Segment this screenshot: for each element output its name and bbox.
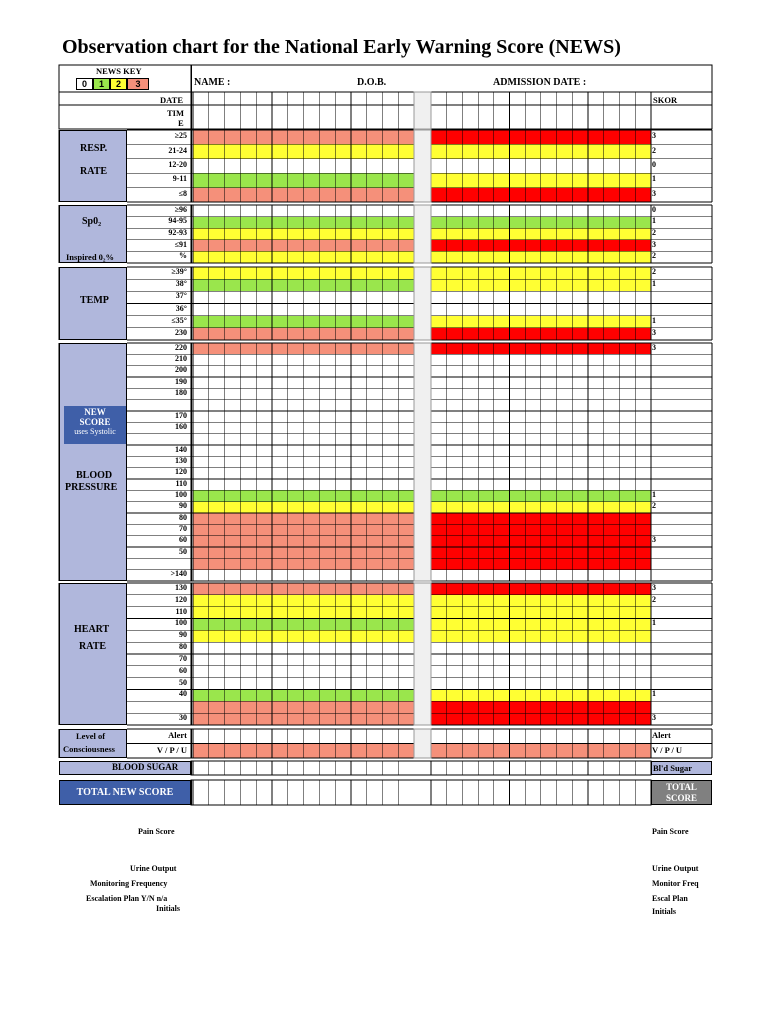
bp-row-left-fill [193, 434, 414, 445]
hr-row-right-fill [431, 666, 651, 678]
spo2-row-left-fill [193, 228, 414, 240]
hr-row-label: 80 [179, 642, 187, 652]
hr-row-right-fill [431, 713, 651, 725]
hr-row-score: 2 [652, 594, 656, 604]
header-border [59, 65, 712, 129]
resp-row-right-fill [431, 130, 651, 144]
footer-right-escal: Escal Plan [652, 894, 688, 903]
bp-row-right-fill [431, 479, 651, 490]
spo2-row-right-fill [431, 251, 651, 263]
bp-row-right-fill [431, 411, 651, 422]
loc-row-left-fill [193, 744, 414, 759]
total-score-right-box [651, 780, 712, 805]
temp-row-right-fill [431, 328, 651, 340]
bp-label-2: PRESSURE [65, 482, 118, 493]
date-label: DATE [160, 95, 183, 105]
hr-row-right-fill [431, 607, 651, 619]
resp-row-score: 3 [652, 131, 656, 141]
bp-row-label: 220 [175, 342, 187, 352]
spo2-row-right-fill [431, 240, 651, 252]
temp-row-score: 2 [652, 267, 656, 277]
bp-row-left-fill [193, 547, 414, 558]
resp-row-left-fill [193, 144, 414, 158]
bp-row-right-fill [431, 388, 651, 399]
hr-row-left-fill [193, 595, 414, 607]
bp-row-left-fill [193, 377, 414, 388]
bp-row-right-fill [431, 524, 651, 535]
resp-row-score: 0 [652, 160, 656, 169]
footer-right-initials: Initials [652, 907, 677, 916]
hr-row-left-fill [193, 713, 414, 725]
bp-row-label: 130 [175, 456, 187, 465]
bp-row-label: >140 [170, 569, 187, 579]
hr-row-right-fill [431, 595, 651, 607]
temp-row-right-fill [431, 279, 651, 291]
bp-row-score: 1 [652, 490, 656, 499]
loc-row-score: Alert [652, 730, 671, 741]
page-title: Observation chart for the National Early Warning Score (NEWS) [62, 36, 621, 58]
hr-row-left-fill [193, 666, 414, 678]
hr-panel [59, 583, 127, 725]
total-news-score-box: TOTAL NEW SCORE [59, 780, 191, 805]
temp-row-right-fill [431, 291, 651, 303]
total-right-line1: TOTAL [666, 782, 697, 792]
news-key-cell-3: 3 [127, 78, 149, 90]
blood-sugar-row-border [191, 761, 651, 775]
news-key-cell-2: 2 [110, 78, 127, 90]
bp-row-right-fill [431, 558, 651, 569]
temp-row-score: 1 [652, 279, 656, 289]
blood-sugar-label: BLOOD SUGAR [112, 762, 179, 772]
bp-row-right-fill [431, 343, 651, 354]
temp-row-score: 1 [652, 315, 656, 325]
bp-row-left-fill [193, 502, 414, 513]
hr-row-right-fill [431, 619, 651, 631]
bp-row-right-fill [431, 366, 651, 377]
bp-row-label: 170 [175, 410, 187, 420]
bp-panel [59, 343, 127, 581]
spo2-gap-column [414, 205, 431, 263]
bp-row-right-fill [431, 536, 651, 547]
bp-row-left-fill [193, 400, 414, 411]
hr-row-left-fill [193, 619, 414, 631]
hr-row-left-fill [193, 642, 414, 654]
temp-row-left-fill [193, 267, 414, 279]
hr-row-label: 70 [179, 653, 187, 663]
spo2-row-left-fill [193, 205, 414, 217]
hr-row-label: 110 [175, 606, 187, 616]
spo2-row-label: 92-93 [168, 228, 187, 237]
bp-row-left-fill [193, 558, 414, 569]
resp-row-score: 3 [652, 188, 656, 198]
temp-row-label: 230 [175, 327, 187, 337]
resp-row-right-fill [431, 188, 651, 202]
bp-row-left-fill [193, 411, 414, 422]
loc-row-right-fill [431, 744, 651, 759]
hr-row-score: 1 [652, 689, 656, 699]
bp-row-left-fill [193, 513, 414, 524]
bp-row-score: 2 [652, 501, 656, 511]
bp-row-right-fill [431, 377, 651, 388]
header-gap-column [414, 92, 431, 129]
spo2-row-left-fill [193, 251, 414, 263]
bp-row-left-fill [193, 343, 414, 354]
hr-row-label: 50 [179, 677, 187, 687]
bp-row-label: 210 [175, 354, 187, 363]
loc-label-2: Consciousness [63, 744, 115, 754]
bp-row-label: 90 [179, 501, 187, 511]
bp-row-score: 3 [652, 535, 656, 545]
bp-row-left-fill [193, 445, 414, 456]
footer-left-initials: Initials [156, 904, 181, 913]
admission-date-label: ADMISSION DATE : [493, 77, 587, 88]
footer-right-pain: Pain Score [652, 827, 689, 836]
bp-row-label: 110 [175, 478, 187, 488]
spo2-row-left-fill [193, 240, 414, 252]
hr-row-score: 3 [652, 713, 656, 723]
hr-row-left-fill [193, 678, 414, 690]
dob-label: D.O.B. [357, 77, 387, 88]
temp-row-right-fill [431, 267, 651, 279]
spo2-row-right-fill [431, 217, 651, 229]
temp-label: TEMP [80, 295, 109, 306]
temp-row-label: ≤35° [171, 315, 187, 325]
bp-row-right-fill [431, 354, 651, 365]
spo2-row-label: % [179, 251, 187, 261]
bld-sugar-right-label: Bl'd Sugar [653, 763, 692, 773]
bp-row-right-fill [431, 400, 651, 411]
time-label-2: E [178, 118, 184, 128]
spo2-label: Sp0₂ [82, 216, 102, 227]
hr-row-left-fill [193, 690, 414, 702]
resp-row-score: 2 [652, 145, 656, 155]
temp-row-left-fill [193, 328, 414, 340]
bp-row-left-fill [193, 524, 414, 535]
bp-label-1: BLOOD [76, 470, 113, 481]
hr-gap-column [414, 583, 431, 725]
loc-gap-column [414, 729, 431, 758]
hr-row-label: 100 [175, 618, 187, 628]
bp-row-right-fill [431, 468, 651, 479]
bp-row-label: 160 [175, 422, 187, 431]
footer-left-escal: Escalation Plan Y/N n/a [86, 894, 168, 903]
resp-row-left-fill [193, 130, 414, 144]
bp-row-right-fill [431, 547, 651, 558]
bp-row-label: 60 [179, 535, 187, 545]
hr-row-right-fill [431, 642, 651, 654]
bp-row-label: 100 [175, 490, 187, 499]
footer-right-urine: Urine Output [652, 864, 699, 873]
resp-row-score: 1 [652, 174, 656, 184]
bp-gap-column [414, 343, 431, 581]
temp-row-label: 38° [175, 279, 187, 289]
hr-row-label: 90 [179, 630, 187, 640]
bp-row-left-fill [193, 422, 414, 433]
loc-row-score: V / P / U [652, 744, 683, 755]
spo2-row-left-fill [193, 217, 414, 229]
temp-row-right-fill [431, 304, 651, 316]
resp-gap-column [414, 130, 431, 202]
hr-row-score: 3 [652, 582, 656, 592]
hr-row-label: 120 [175, 594, 187, 604]
bp-row-score: 3 [652, 342, 656, 352]
spo2-row-label: ≥96 [174, 204, 187, 214]
news-score-line3: uses Systolic [74, 427, 116, 436]
spo2-row-label: ≤91 [174, 239, 187, 249]
temp-row-left-fill [193, 279, 414, 291]
total-right-line2: SCORE [665, 793, 697, 803]
bp-row-left-fill [193, 354, 414, 365]
temp-gap-column [414, 267, 431, 340]
loc-row-right-fill [431, 729, 651, 744]
resp-row-label: ≤8 [178, 188, 187, 198]
time-label-1: TIM [167, 108, 184, 118]
bp-row-label: 190 [175, 376, 187, 386]
resp-row-left-fill [193, 188, 414, 202]
spo2-row-right-fill [431, 228, 651, 240]
spo2-row-score: 1 [652, 216, 656, 226]
hr-row-right-fill [431, 654, 651, 666]
news-key-label: NEWS KEY [96, 66, 142, 76]
bp-row-right-fill [431, 513, 651, 524]
hr-row-right-fill [431, 583, 651, 595]
resp-row-left-fill [193, 159, 414, 173]
bp-row-label: 80 [179, 512, 187, 522]
resp-label-1: RESP. [80, 143, 108, 154]
bp-row-left-fill [193, 536, 414, 547]
footer-left-pain: Pain Score [138, 827, 175, 836]
inspired-o2-label: Inspired 0₂% [66, 252, 114, 262]
resp-row-right-fill [431, 159, 651, 173]
bp-row-left-fill [193, 570, 414, 581]
bp-row-label: 50 [179, 546, 187, 556]
resp-row-right-fill [431, 173, 651, 187]
hr-row-label: 30 [179, 713, 187, 723]
hr-row-label: 130 [175, 582, 187, 592]
hr-row-label: 60 [179, 665, 187, 675]
temp-row-label: 37° [175, 291, 187, 301]
total-row-border [191, 780, 651, 805]
hr-row-right-fill [431, 630, 651, 642]
bp-row-right-fill [431, 570, 651, 581]
news-key-cell-1: 1 [93, 78, 110, 90]
temp-row-right-fill [431, 316, 651, 328]
hr-row-left-fill [193, 607, 414, 619]
bp-row-right-fill [431, 445, 651, 456]
news-score-box [64, 406, 126, 444]
resp-row-label: ≥25 [174, 131, 187, 141]
bp-row-right-fill [431, 434, 651, 445]
temp-row-label: 36° [175, 303, 187, 313]
spo2-row-label: 94-95 [168, 216, 187, 226]
bp-row-label: 180 [175, 388, 187, 397]
loc-row-left-fill [193, 729, 414, 744]
hr-row-left-fill [193, 701, 414, 713]
resp-row-left-fill [193, 173, 414, 187]
bp-row-label: 200 [175, 365, 187, 375]
resp-row-label: 21-24 [168, 145, 187, 155]
loc-label-1: Level of [76, 731, 106, 741]
news-score-line1: NEW [84, 407, 106, 417]
hr-row-right-fill [431, 690, 651, 702]
temp-row-left-fill [193, 291, 414, 303]
bp-row-label: 140 [175, 444, 187, 454]
footer-left-urine: Urine Output [130, 864, 177, 873]
spo2-row-score: 2 [652, 251, 656, 261]
bp-row-right-fill [431, 456, 651, 467]
news-score-line2: SCORE [79, 417, 111, 427]
temp-row-label: ≥39° [171, 267, 187, 277]
temp-row-left-fill [193, 304, 414, 316]
spo2-row-score: 2 [652, 228, 656, 237]
bp-row-left-fill [193, 479, 414, 490]
spo2-row-score: 0 [652, 204, 656, 214]
hr-label-2: RATE [79, 641, 107, 652]
spo2-row-score: 3 [652, 239, 656, 249]
hr-row-left-fill [193, 630, 414, 642]
bp-row-label: 120 [175, 467, 187, 477]
footer-left-monitor: Monitoring Frequency [90, 879, 168, 888]
bp-row-right-fill [431, 422, 651, 433]
spo2-row-right-fill [431, 205, 651, 217]
hr-row-right-fill [431, 678, 651, 690]
skor-label: SKOR [653, 95, 678, 105]
resp-label-2: RATE [80, 166, 108, 177]
news-key-cell-0: 0 [76, 78, 93, 90]
resp-row-right-fill [431, 144, 651, 158]
bp-row-right-fill [431, 502, 651, 513]
hr-label-1: HEART [74, 624, 110, 635]
resp-row-label: 12-20 [168, 160, 187, 169]
loc-row-label: V / P / U [156, 744, 187, 755]
bp-row-left-fill [193, 456, 414, 467]
footer-right-monitor: Monitor Freq [652, 879, 699, 888]
bp-row-right-fill [431, 490, 651, 501]
bp-row-left-fill [193, 366, 414, 377]
name-label: NAME : [194, 77, 231, 88]
hr-row-label: 40 [179, 689, 187, 699]
loc-row-label: Alert [168, 730, 187, 741]
bp-row-left-fill [193, 490, 414, 501]
bp-row-left-fill [193, 388, 414, 399]
hr-row-right-fill [431, 701, 651, 713]
hr-row-left-fill [193, 654, 414, 666]
hr-row-score: 1 [652, 618, 656, 628]
bp-row-label: 70 [179, 524, 187, 533]
temp-row-left-fill [193, 316, 414, 328]
temp-row-score: 3 [652, 327, 656, 337]
hr-row-left-fill [193, 583, 414, 595]
bp-row-left-fill [193, 468, 414, 479]
resp-row-label: 9-11 [172, 174, 187, 184]
